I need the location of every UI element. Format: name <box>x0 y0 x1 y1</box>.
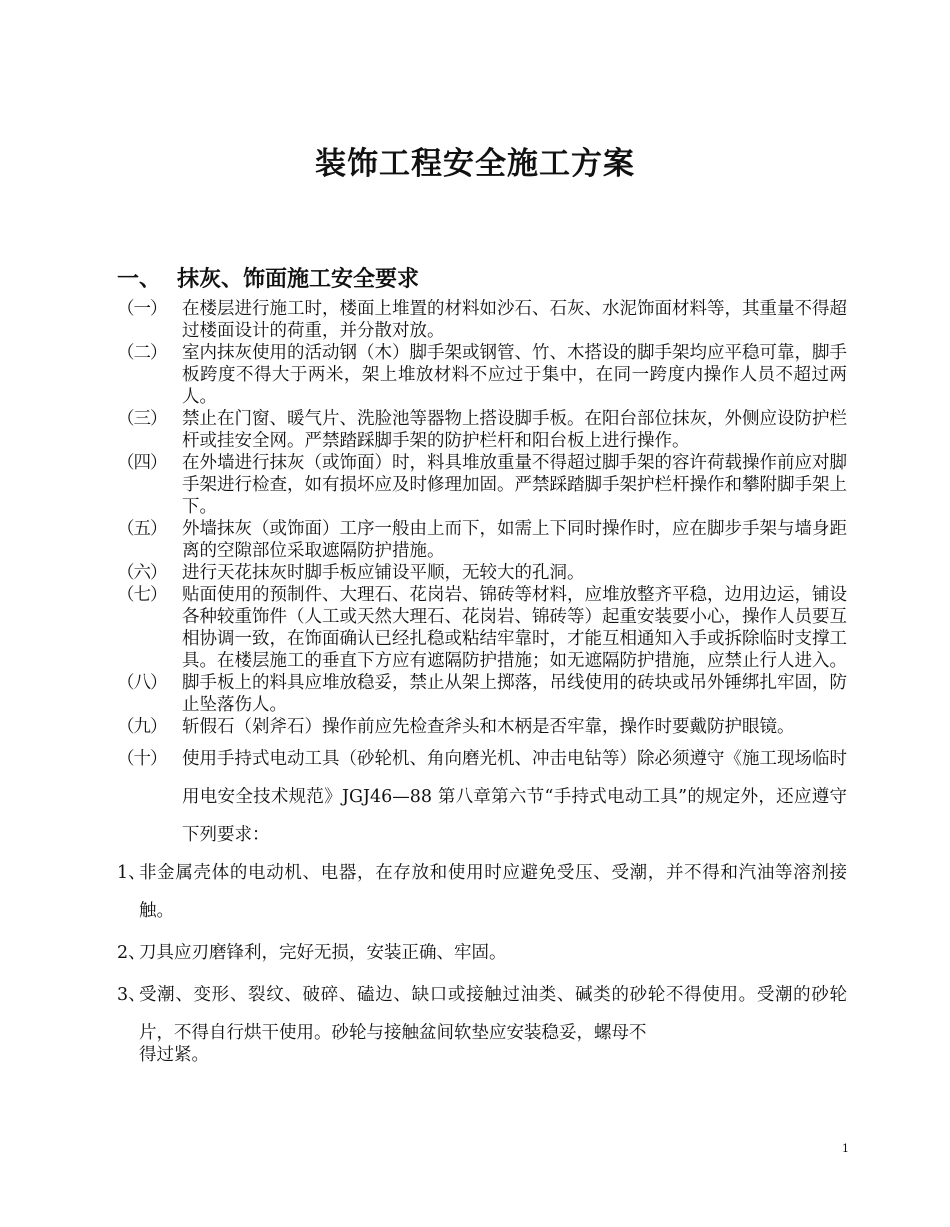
list-item <box>117 298 847 342</box>
page-number: 1 <box>842 1142 849 1155</box>
list-item <box>117 584 847 672</box>
list-item <box>117 562 847 584</box>
section-heading <box>117 262 419 293</box>
list-item <box>117 518 847 562</box>
item-label: （十） <box>117 749 167 769</box>
item-text: 贴面使用的预制件、大理石、花岗岩、锦砖等材料，应堆放整齐平稳，边用边运，铺设各种较重饰件（人工或天然大理石、花岗岩、锦砖等）起重安装要小心，操作人员要互相协调一致，在饰面确认已经扎稳或粘结牢靠时，才能互相通知入手或拆除临时支撑工具。在楼层施工的垂直下方应有遮隔防护措施；如无遮隔防护措施，应禁止行人进入。 <box>182 585 847 671</box>
sub-item-label: 3、 <box>117 985 146 1005</box>
item-text: 使用手持式电动工具（砂轮机、角向磨光机、冲击电钻等）除必须遵守《施工现场临时用电安全技术规范》JGJ46—88 第八章第六节“手持式电动工具”的规定外，还应遵守下列要求： <box>182 749 847 845</box>
item-label: （五） <box>117 519 167 539</box>
sub-item <box>117 854 847 930</box>
item-label: （四） <box>117 453 167 473</box>
item-text: 在楼层进行施工时，楼面上堆置的材料如沙石、石灰、水泥饰面材料等，其重量不得超过楼面设计的荷重，并分散对放。 <box>182 299 847 341</box>
list-item <box>117 740 847 854</box>
sub-item <box>117 976 847 1066</box>
list-item <box>117 408 847 452</box>
item-label: （一） <box>117 299 167 319</box>
sub-item-label: 2、 <box>117 943 146 963</box>
sub-item-text: 刀具应刃磨锋利，完好无损，安装正确、牢固。 <box>139 943 507 963</box>
list-item <box>117 672 847 716</box>
document-title: 装饰工程安全施工方案 <box>315 146 635 182</box>
item-text: 在外墙进行抹灰（或饰面）时，料具堆放重量不得超过脚手架的容许荷载操作前应对脚手架进行检查，如有损坏应及时修理加固。严禁踩踏脚手架护栏杆操作和攀附脚手架上下。 <box>182 453 847 517</box>
sub-item-text: 非金属壳体的电动机、电器，在存放和使用时应避免受压、受潮，并不得和汽油等溶剂接触。 <box>139 863 847 921</box>
item-label: （八） <box>117 673 167 693</box>
sub-item-label: 1、 <box>117 863 146 883</box>
item-text: 室内抹灰使用的活动钢（木）脚手架或钢管、竹、木搭设的脚手架均应平稳可靠，脚手板跨度不得大于两米，架上堆放材料不应过于集中，在同一跨度内操作人员不超过两人。 <box>182 343 847 407</box>
document-body <box>117 298 847 1066</box>
item-label: （七） <box>117 585 167 605</box>
sub-item-text: 受潮、变形、裂纹、破碎、磕边、缺口或接触过油类、碱类的砂轮不得使用。受潮的砂轮片，不得自行烘干使用。砂轮与接触盆间软垫应安装稳妥，螺母不 <box>139 985 847 1043</box>
item-label: （二） <box>117 343 167 363</box>
sub-item-text-tail: 得过紧。 <box>139 1045 209 1065</box>
section-heading-text: 抹灰、饰面施工安全要求 <box>177 266 420 292</box>
item-label: （六） <box>117 563 167 583</box>
list-item <box>117 342 847 408</box>
item-label: （三） <box>117 409 167 429</box>
sub-item <box>117 934 847 972</box>
item-text: 斩假石（剁斧石）操作前应先检查斧头和木柄是否牢靠，操作时要戴防护眼镜。 <box>182 717 795 737</box>
item-text: 外墙抹灰（或饰面）工序一般由上而下，如需上下同时操作时，应在脚步手架与墙身距离的空隙部位采取遮隔防护措施。 <box>182 519 847 561</box>
section-number: 一、 <box>117 266 162 292</box>
item-text: 进行天花抹灰时脚手板应铺设平顺，无较大的孔洞。 <box>182 563 585 583</box>
list-item <box>117 716 847 738</box>
item-label: （九） <box>117 717 167 737</box>
item-text: 脚手板上的料具应堆放稳妥，禁止从架上掷落，吊线使用的砖块或吊外锤绑扎牢固，防止坠落伤人。 <box>182 673 847 715</box>
list-item <box>117 452 847 518</box>
item-text: 禁止在门窗、暖气片、洗脸池等器物上搭设脚手板。在阳台部位抹灰，外侧应设防护栏杆或挂安全网。严禁踏踩脚手架的防护栏杆和阳台板上进行操作。 <box>182 409 847 451</box>
